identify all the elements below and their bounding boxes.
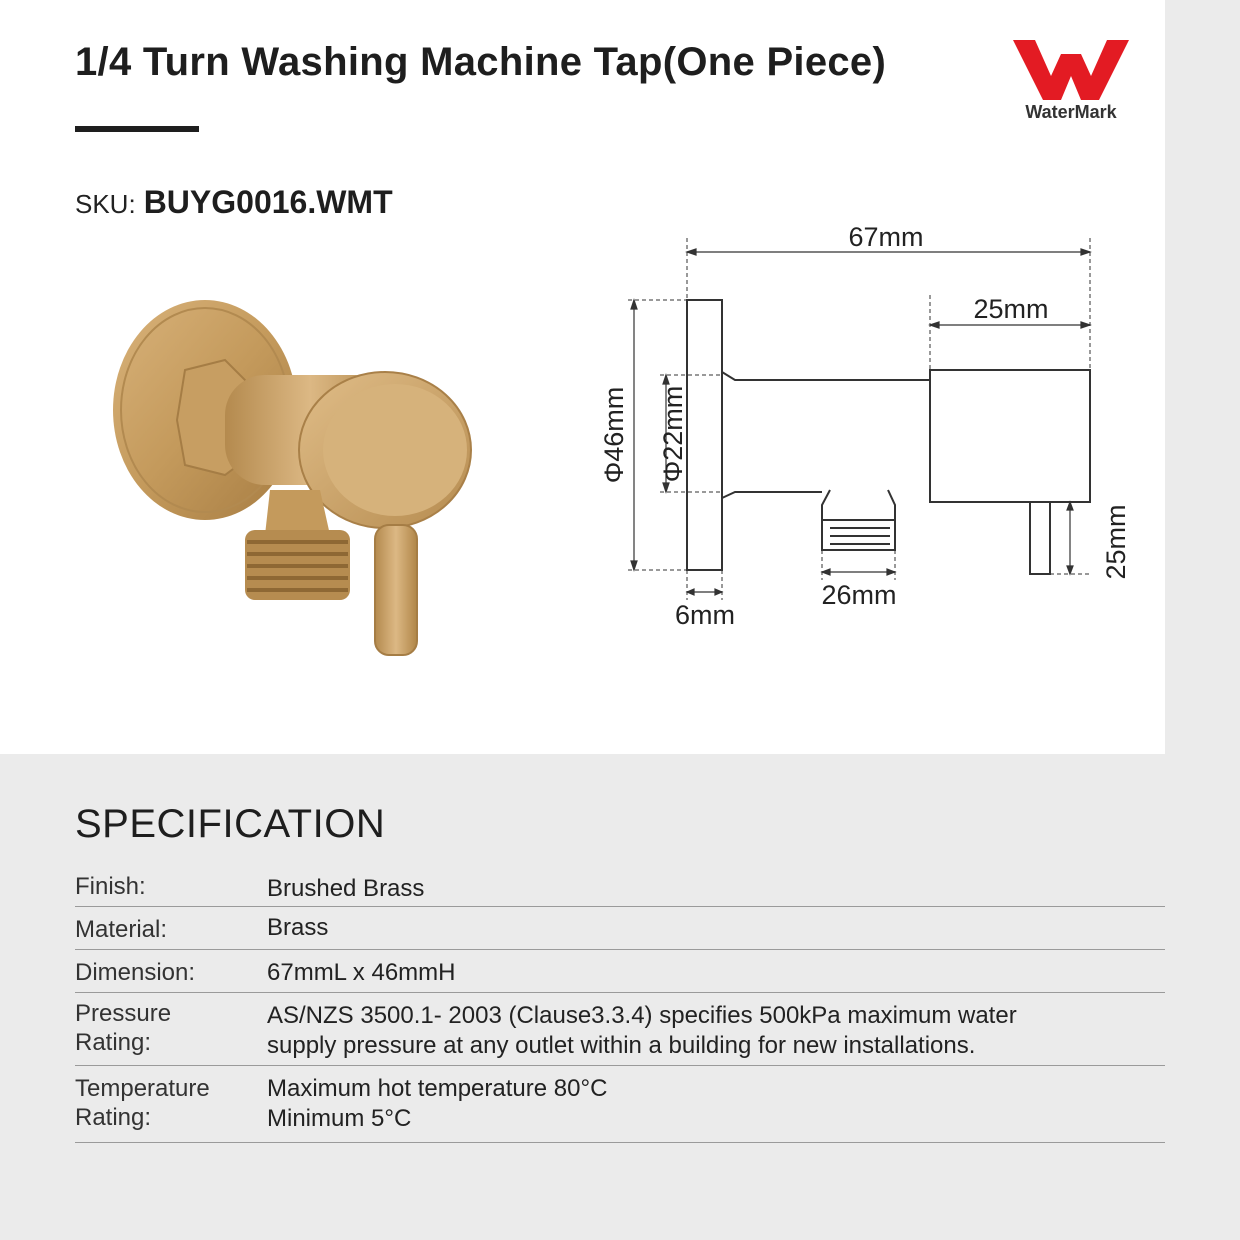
spec-label: Material: bbox=[75, 916, 168, 943]
dimension-drawing bbox=[590, 220, 1150, 640]
dim-pipe-dia: Φ22mm bbox=[658, 385, 688, 483]
title-underline bbox=[75, 126, 199, 132]
spec-label: Dimension: bbox=[75, 959, 196, 986]
watermark-w-icon bbox=[1005, 36, 1137, 102]
dim-handle-length: 25mm bbox=[1101, 504, 1131, 580]
spec-row-material bbox=[75, 907, 1165, 950]
spec-value: Maximum hot temperature 80°C bbox=[267, 1075, 608, 1102]
spec-value: Brass bbox=[267, 914, 329, 941]
product-image bbox=[105, 290, 485, 670]
spec-row-pressure bbox=[75, 993, 1165, 1066]
dim-width-total: 67mm bbox=[848, 222, 924, 252]
dim-flange-dia: Φ46mm bbox=[599, 386, 629, 484]
flange-outline bbox=[687, 300, 722, 570]
spec-label: Finish: bbox=[75, 873, 146, 900]
logo-text: WaterMark bbox=[1025, 102, 1117, 122]
spec-value: Minimum 5°C bbox=[267, 1105, 412, 1132]
sku-line bbox=[75, 184, 393, 221]
spec-value: 67mmL x 46mmH bbox=[267, 959, 456, 986]
spec-row-dimension bbox=[75, 950, 1165, 993]
spec-label: Rating: bbox=[75, 1029, 152, 1056]
sku-value: BUYG0016.WMT bbox=[143, 184, 393, 220]
spec-row-finish bbox=[75, 868, 1165, 907]
spec-label: Pressure bbox=[75, 1000, 172, 1027]
watermark-logo bbox=[1005, 36, 1137, 131]
spec-value: supply pressure at any outlet within a building for new installations. bbox=[267, 1032, 976, 1059]
dim-flange-thickness: 6mm bbox=[675, 600, 735, 630]
specification-table bbox=[75, 868, 1165, 1143]
handle-outline bbox=[1030, 502, 1050, 574]
spec-value: Brushed Brass bbox=[267, 875, 425, 902]
body-outline bbox=[930, 370, 1090, 502]
dim-body-length: 25mm bbox=[973, 294, 1049, 324]
page-title: 1/4 Turn Washing Machine Tap(One Piece) bbox=[75, 40, 887, 84]
spec-label: Temperature bbox=[75, 1075, 210, 1102]
thread-outlet bbox=[245, 530, 350, 600]
spec-label: Rating: bbox=[75, 1104, 152, 1131]
specification-title: SPECIFICATION bbox=[75, 802, 386, 846]
lever-handle bbox=[375, 525, 417, 655]
spec-row-temperature bbox=[75, 1066, 1165, 1143]
sku-label: SKU: bbox=[75, 189, 136, 219]
dim-outlet-width: 26mm bbox=[821, 580, 897, 610]
spec-value: AS/NZS 3500.1- 2003 (Clause3.3.4) specifies 500kPa maximum water bbox=[267, 1002, 1017, 1029]
